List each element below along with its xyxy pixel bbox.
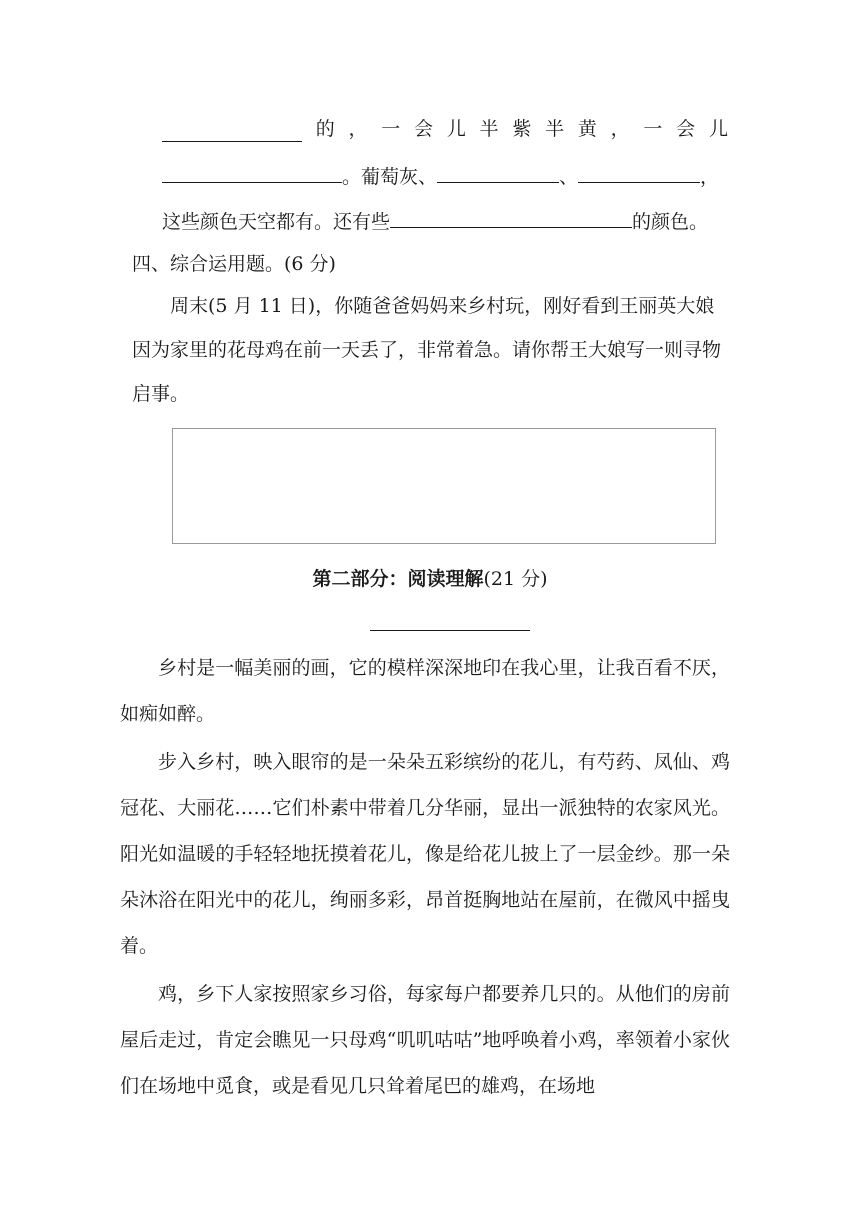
fill-word: 会 xyxy=(414,118,434,140)
fill-word: 儿 xyxy=(708,118,728,140)
fill-text: 。葡萄灰、 xyxy=(342,166,438,188)
part-title-text: 第二部分：阅读理解 xyxy=(312,568,484,590)
title-blank[interactable] xyxy=(370,630,530,631)
fill-word: 紫 xyxy=(512,118,532,140)
fill-text: ， xyxy=(700,166,720,188)
answer-blank[interactable] xyxy=(578,162,700,183)
fill-text: 、 xyxy=(559,166,579,188)
answer-blank[interactable] xyxy=(390,207,632,228)
fill-word: 的 xyxy=(315,118,335,140)
reading-passage xyxy=(120,645,730,1109)
fill-line-2 xyxy=(162,162,728,190)
fill-line-1 xyxy=(162,116,728,142)
part-points: (21 分) xyxy=(483,568,548,590)
answer-box[interactable] xyxy=(172,428,716,544)
part-title xyxy=(0,566,860,592)
answer-blank[interactable] xyxy=(437,162,559,183)
fill-text: 的颜色。 xyxy=(632,211,709,233)
fill-word: 儿 xyxy=(446,118,466,140)
answer-blank[interactable] xyxy=(162,162,342,183)
fill-line-3 xyxy=(162,207,728,235)
passage-paragraph: 鸡，乡下人家按照家乡习俗，每家每户都要养几只的。从他们的房前屋后走过，肯定会瞧见一只母鸡“叽叽咕咕”地呼唤着小鸡，率领着小家伙们在场地中觅食，或是看见几只耸着尾巴的雄鸡，在场地 xyxy=(120,983,730,1097)
fill-word: 黄 xyxy=(577,118,597,140)
fill-word: 半 xyxy=(479,118,499,140)
prompt-text: 周末(5 月 11 日)，你随爸爸妈妈来乡村玩，刚好看到王丽英大娘因为家里的花母鸡在前一天丢了，非常着急。请你帮王大娘写一则寻物启事。 xyxy=(132,295,722,405)
fill-word: 会 xyxy=(676,118,696,140)
fill-word: 半 xyxy=(545,118,565,140)
passage-paragraph: 乡村是一幅美丽的画，它的模样深深地印在我心里，让我百看不厌，如痴如醉。 xyxy=(120,657,730,725)
section-heading: 四、综合运用题。(6 分) xyxy=(132,253,336,275)
fill-word: ， xyxy=(610,118,630,140)
fill-word: ， xyxy=(348,118,368,140)
answer-blank[interactable] xyxy=(162,121,302,142)
fill-text: 这些颜色天空都有。还有些 xyxy=(162,211,391,233)
fill-word: 一 xyxy=(643,118,663,140)
section-prompt xyxy=(132,284,728,416)
fill-word: 一 xyxy=(381,118,401,140)
passage-paragraph: 步入乡村，映入眼帘的是一朵朵五彩缤纷的花儿，有芍药、凤仙、鸡冠花、大丽花……它们朴素中带着几分华丽，显出一派独特的农家风光。阳光如温暖的手轻轻地抚摸着花儿，像是给花儿披上了一层金纱。那一朵朵沐浴在阳光中的花儿，绚丽多彩，昂首挺胸地站在屋前，在微风中摇曳着。 xyxy=(120,751,730,957)
